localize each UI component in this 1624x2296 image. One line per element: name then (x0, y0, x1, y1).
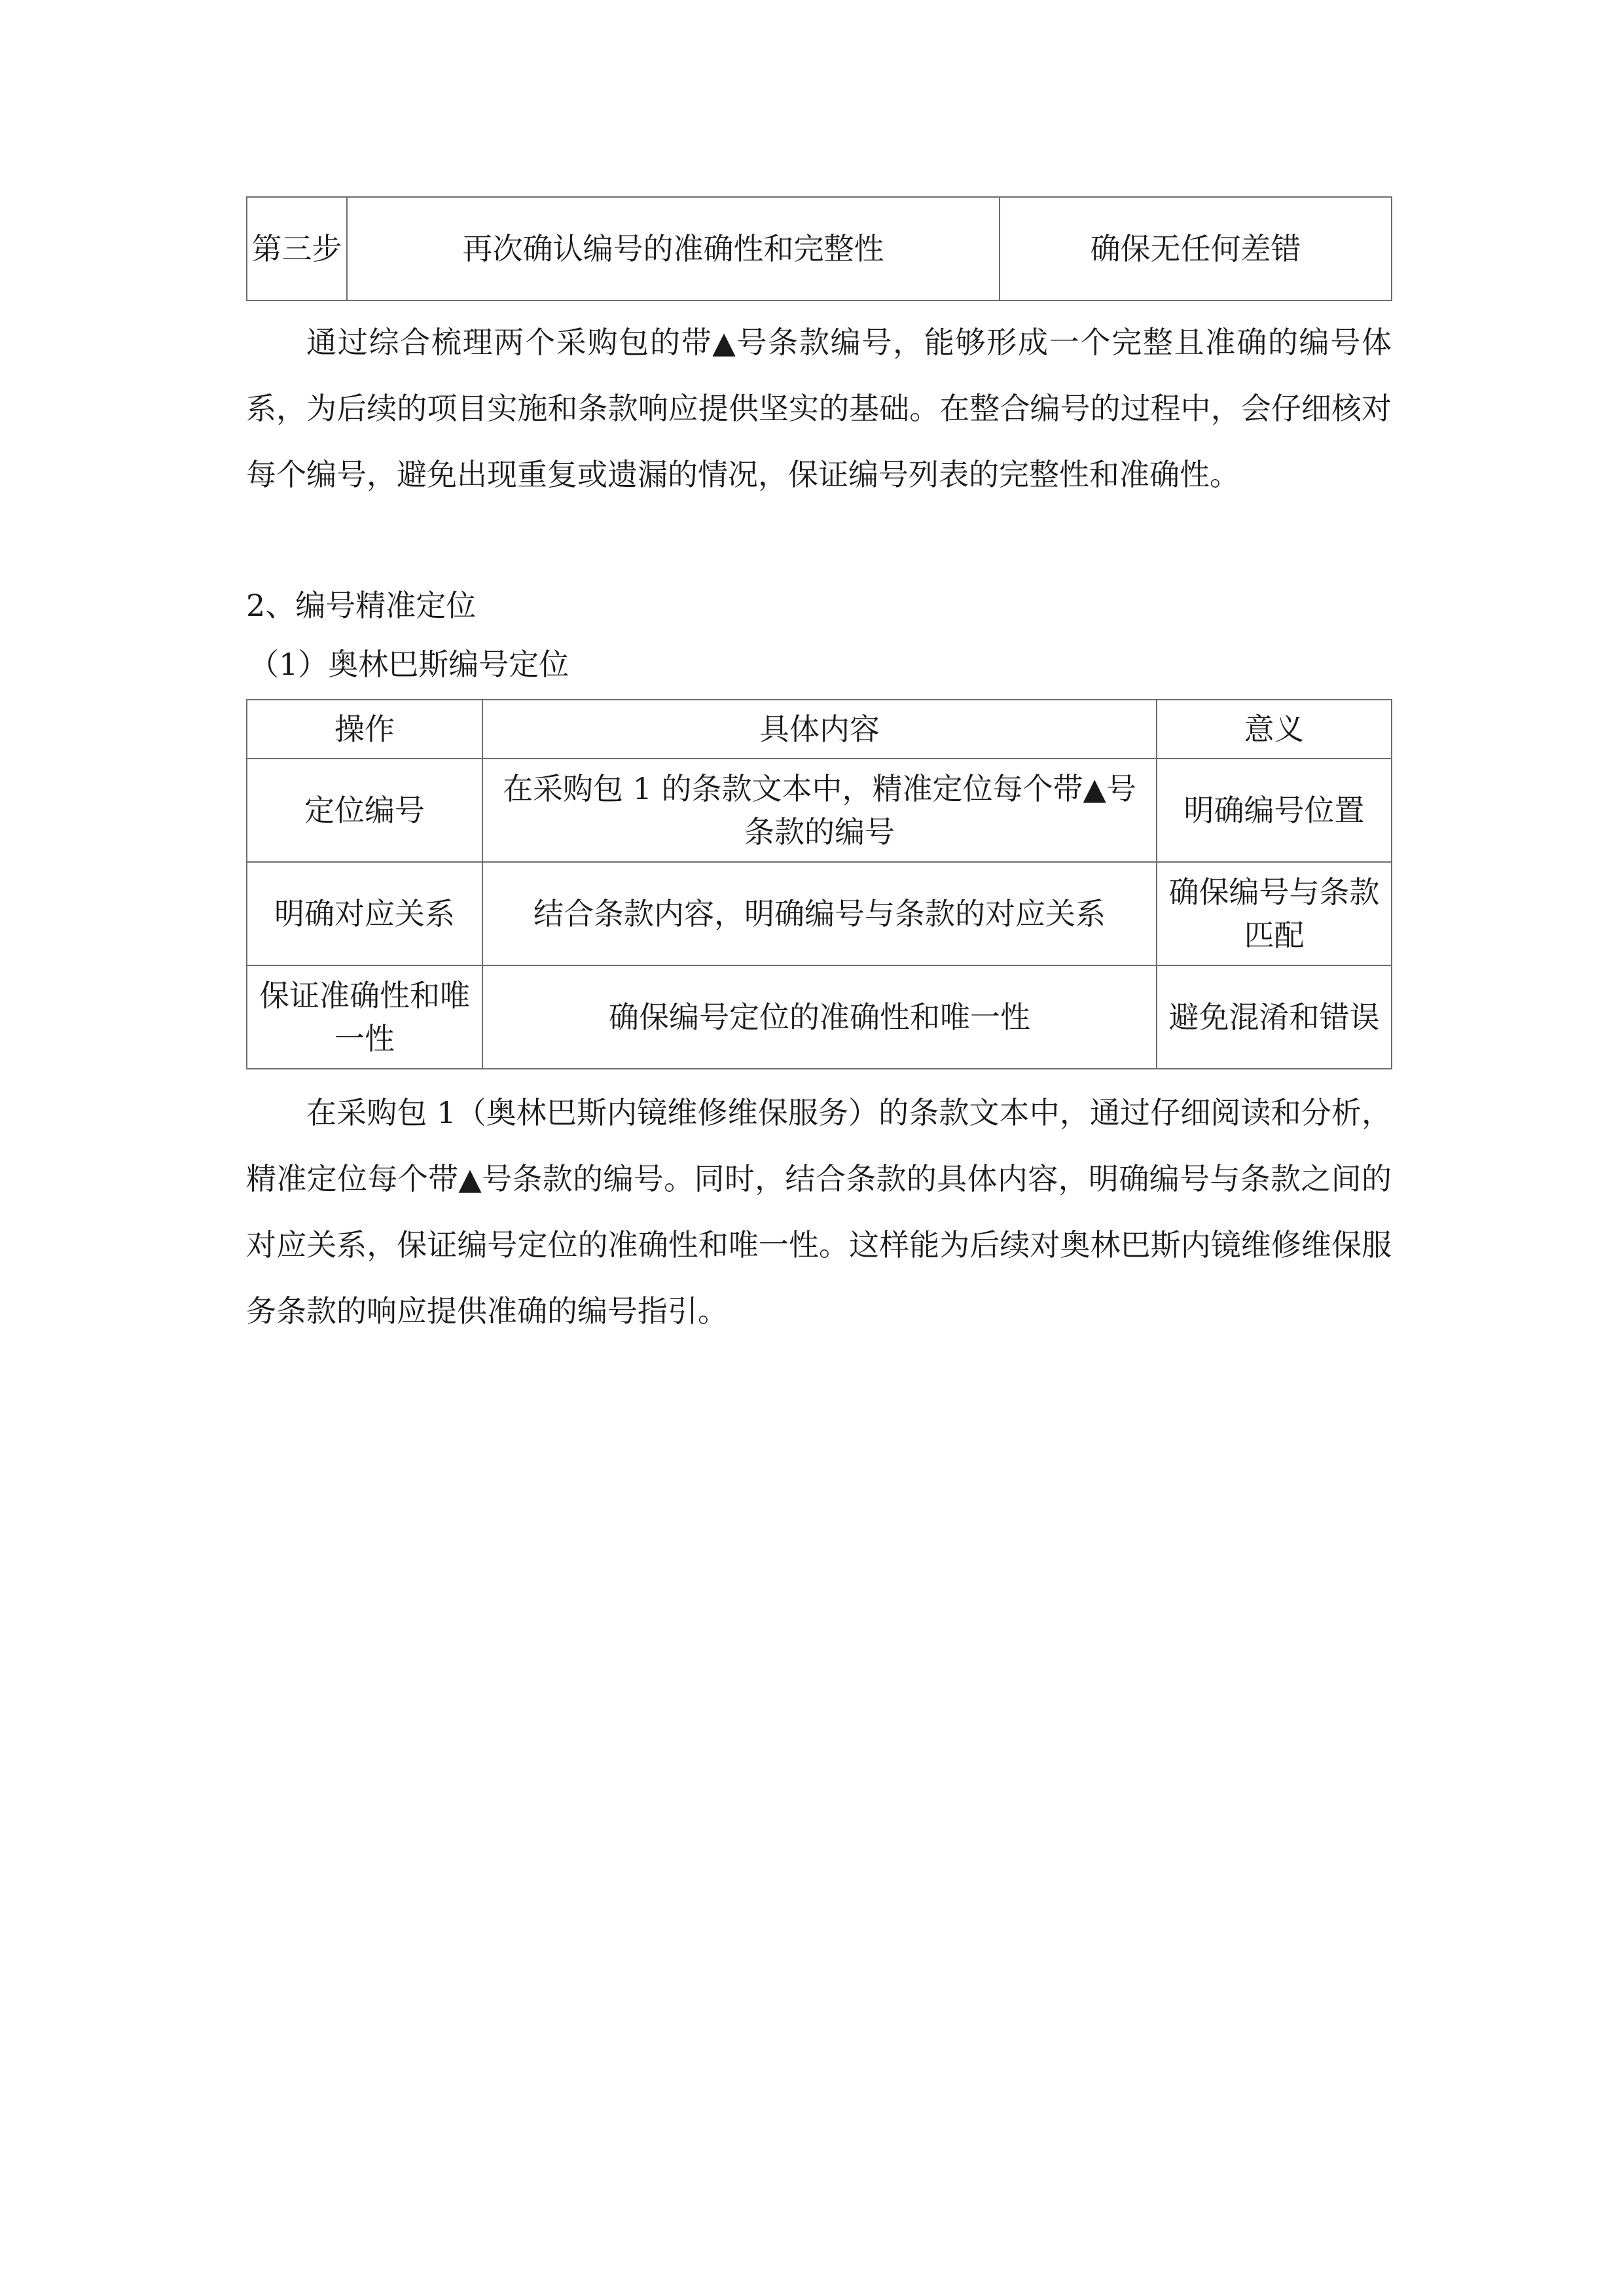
paragraph-summary: 通过综合梳理两个采购包的带▲号条款编号，能够形成一个完整且准确的编号体系，为后续的项目实施和条款响应提供坚实的基础。在整合编号的过程中，会仔细核对每个编号，避免出现重复或遗漏的情况，保证编号列表的完整性和准确性。 (246, 325, 1392, 492)
table-row (247, 965, 1392, 1069)
goal-cell: 确保无任何差错 (1000, 197, 1392, 300)
operation-cell: 保证准确性和唯一性 (247, 965, 482, 1069)
header-operation: 操作 (247, 700, 482, 759)
table-row (247, 759, 1392, 862)
content-cell: 确保编号定位的准确性和唯一性 (482, 965, 1157, 1069)
header-content: 具体内容 (482, 700, 1157, 759)
meaning-cell: 确保编号与条款匹配 (1157, 862, 1392, 965)
subsection-heading: （1）奥林巴斯编号定位 (249, 647, 569, 682)
table-row (247, 197, 1392, 300)
content-cell: 结合条款内容，明确编号与条款的对应关系 (482, 862, 1157, 965)
table-header-row (247, 700, 1392, 759)
operation-cell: 明确对应关系 (247, 862, 482, 965)
meaning-cell: 明确编号位置 (1157, 759, 1392, 862)
step-cell: 第三步 (247, 197, 347, 300)
operation-cell: 定位编号 (247, 759, 482, 862)
header-meaning: 意义 (1157, 700, 1392, 759)
table-row (247, 862, 1392, 965)
section-heading: 2、编号精准定位 (246, 588, 477, 623)
olympus-positioning-table (246, 699, 1392, 1069)
meaning-cell: 避免混淆和错误 (1157, 965, 1392, 1069)
action-cell: 再次确认编号的准确性和完整性 (347, 197, 1000, 300)
step-table (246, 196, 1392, 301)
paragraph-olympus: 在采购包 1（奥林巴斯内镜维修维保服务）的条款文本中，通过仔细阅读和分析，精准定位每个带▲号条款的编号。同时，结合条款的具体内容，明确编号与条款之间的对应关系，保证编号定位的准确性和唯一性。这样能为后续对奥林巴斯内镜维修维保服务条款的响应提供准确的编号指引。 (246, 1095, 1392, 1329)
content-cell: 在采购包 1 的条款文本中，精准定位每个带▲号条款的编号 (482, 759, 1157, 862)
